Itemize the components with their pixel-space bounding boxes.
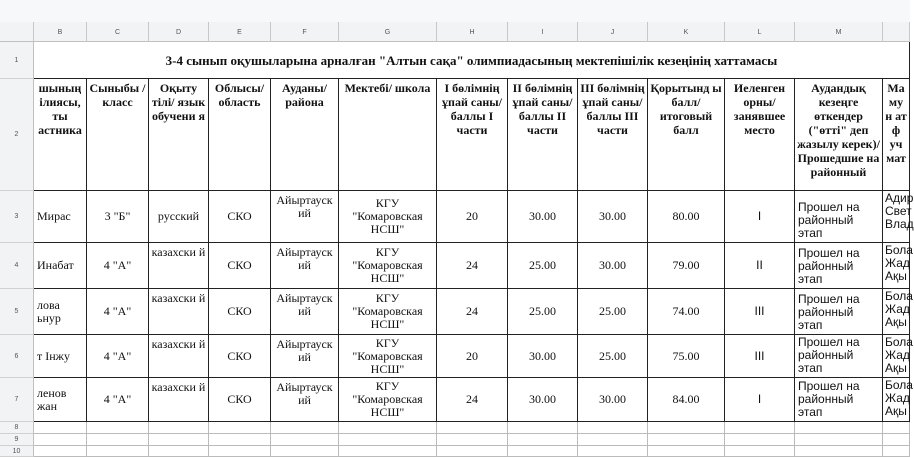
cell-name[interactable]: ленов жан — [34, 378, 87, 422]
cell-school[interactable]: КГУ "Комаровская НСШ" — [339, 378, 437, 422]
cell-p3[interactable]: 30.00 — [578, 243, 648, 289]
cell-total[interactable]: 79.00 — [648, 243, 725, 289]
cell-p2[interactable]: 30.00 — [508, 335, 578, 378]
header-name[interactable]: шының ілиясы, ты астника — [34, 79, 87, 191]
column-header-k[interactable]: K — [648, 22, 725, 42]
cell-name[interactable]: Инабат — [34, 243, 87, 289]
cell-p2[interactable]: 25.00 — [508, 243, 578, 289]
cell-mentor[interactable]: Бола Жад Ақы — [883, 289, 910, 335]
empty-cell[interactable] — [271, 422, 339, 434]
column-header-f[interactable]: F — [271, 22, 339, 42]
header-p1[interactable]: I бөлімнің ұпай саны/ баллы I части — [437, 79, 508, 191]
column-header-h[interactable]: H — [437, 22, 508, 42]
empty-cell[interactable] — [209, 434, 271, 446]
cell-total[interactable]: 75.00 — [648, 335, 725, 378]
empty-cell[interactable] — [87, 434, 149, 446]
empty-cell[interactable] — [149, 446, 209, 457]
empty-cell[interactable] — [725, 434, 795, 446]
column-header-c[interactable]: C — [87, 22, 149, 42]
cell-class[interactable]: 4 "А" — [87, 335, 149, 378]
empty-cell[interactable] — [648, 446, 725, 457]
cell-region[interactable]: СКО — [209, 289, 271, 335]
cell-total[interactable]: 80.00 — [648, 191, 725, 243]
cell-school[interactable]: КГУ "Комаровская НСШ" — [339, 335, 437, 378]
column-header-partial[interactable] — [883, 22, 910, 42]
cell-lang[interactable]: казахски й — [149, 335, 209, 378]
empty-cell[interactable] — [34, 446, 87, 457]
cell-name[interactable]: лова ьнур — [34, 289, 87, 335]
cell-p1[interactable]: 20 — [437, 191, 508, 243]
empty-cell[interactable] — [795, 422, 883, 434]
cell-school[interactable]: КГУ "Комаровская НСШ" — [339, 289, 437, 335]
cell-p2[interactable]: 30.00 — [508, 191, 578, 243]
empty-cell[interactable] — [795, 446, 883, 457]
row-header-10[interactable]: 10 — [0, 446, 34, 457]
cell-region[interactable]: СКО — [209, 191, 271, 243]
cell-stage[interactable]: Прошел на районный этап — [795, 335, 883, 378]
cell-p1[interactable]: 24 — [437, 243, 508, 289]
cell-p2[interactable]: 30.00 — [508, 378, 578, 422]
cell-name[interactable]: т Інжу — [34, 335, 87, 378]
column-header-m[interactable]: M — [795, 22, 883, 42]
cell-place[interactable]: I — [725, 378, 795, 422]
cell-mentor[interactable]: Бола Жад Ақы — [883, 335, 910, 378]
header-class[interactable]: Сыныбы /класс — [87, 79, 149, 191]
column-header-e[interactable]: E — [209, 22, 271, 42]
cell-lang[interactable]: русский — [149, 191, 209, 243]
empty-cell[interactable] — [339, 422, 437, 434]
cell-mentor[interactable]: Адир Свет Влад — [883, 191, 910, 243]
row-header-2[interactable]: 2 — [0, 79, 34, 191]
cell-stage[interactable]: Прошел на районный этап — [795, 191, 883, 243]
cell-place[interactable]: II — [725, 243, 795, 289]
cell-place[interactable]: III — [725, 335, 795, 378]
row-header-7[interactable]: 7 — [0, 378, 34, 422]
empty-cell[interactable] — [883, 422, 910, 434]
cell-p3[interactable]: 30.00 — [578, 191, 648, 243]
column-header-i[interactable]: I — [508, 22, 578, 42]
cell-region[interactable]: СКО — [209, 243, 271, 289]
row-header-8[interactable]: 8 — [0, 422, 34, 434]
cell-class[interactable]: 3 "Б" — [87, 191, 149, 243]
empty-cell[interactable] — [271, 446, 339, 457]
header-place[interactable]: Иеленген орны/ занявшее место — [725, 79, 795, 191]
cell-class[interactable]: 4 "А" — [87, 289, 149, 335]
header-total[interactable]: Қорытынд ы балл/ итоговый балл — [648, 79, 725, 191]
row-header-1[interactable]: 1 — [0, 42, 34, 79]
select-all-corner[interactable] — [0, 22, 34, 42]
cell-p3[interactable]: 25.00 — [578, 289, 648, 335]
cell-name[interactable]: Мирас — [34, 191, 87, 243]
empty-cell[interactable] — [437, 446, 508, 457]
empty-cell[interactable] — [339, 446, 437, 457]
column-header-g[interactable]: G — [339, 22, 437, 42]
header-p2[interactable]: II бөлімнің ұпай саны/ баллы II части — [508, 79, 578, 191]
cell-place[interactable]: I — [725, 191, 795, 243]
empty-cell[interactable] — [883, 446, 910, 457]
row-header-4[interactable]: 4 — [0, 243, 34, 289]
column-header-d[interactable]: D — [149, 22, 209, 42]
cell-district[interactable]: Айыртауск ий — [271, 191, 339, 243]
cell-region[interactable]: СКО — [209, 335, 271, 378]
empty-cell[interactable] — [508, 422, 578, 434]
column-header-b[interactable]: B — [34, 22, 87, 42]
empty-cell[interactable] — [578, 434, 648, 446]
cell-mentor[interactable]: Бола Жад Ақы — [883, 378, 910, 422]
empty-cell[interactable] — [209, 446, 271, 457]
cell-total[interactable]: 84.00 — [648, 378, 725, 422]
cell-district[interactable]: Айыртауск ий — [271, 289, 339, 335]
empty-cell[interactable] — [725, 446, 795, 457]
cell-region[interactable]: СКО — [209, 378, 271, 422]
empty-cell[interactable] — [34, 422, 87, 434]
empty-cell[interactable] — [149, 422, 209, 434]
cell-district[interactable]: Айыртауск ий — [271, 378, 339, 422]
cell-p3[interactable]: 25.00 — [578, 335, 648, 378]
cell-total[interactable]: 74.00 — [648, 289, 725, 335]
header-p3[interactable]: III бөлімнің ұпай саны/ баллы III части — [578, 79, 648, 191]
header-lang[interactable]: Оқыту тілі/ язык обучени я — [149, 79, 209, 191]
row-header-9[interactable]: 9 — [0, 434, 34, 446]
cell-district[interactable]: Айыртауск ий — [271, 335, 339, 378]
empty-cell[interactable] — [87, 422, 149, 434]
cell-p1[interactable]: 24 — [437, 378, 508, 422]
cell-stage[interactable]: Прошел на районный этап — [795, 243, 883, 289]
toolbar-strip — [0, 0, 910, 22]
cell-class[interactable]: 4 "А" — [87, 378, 149, 422]
empty-cell[interactable] — [209, 422, 271, 434]
empty-cell[interactable] — [795, 434, 883, 446]
cell-mentor[interactable]: Бола Жад Ақы — [883, 243, 910, 289]
empty-cell[interactable] — [578, 422, 648, 434]
cell-stage[interactable]: Прошел на районный этап — [795, 378, 883, 422]
cell-school[interactable]: КГУ "Комаровская НСШ" — [339, 191, 437, 243]
empty-cell[interactable] — [271, 434, 339, 446]
cell-district[interactable]: Айыртауск ий — [271, 243, 339, 289]
empty-cell[interactable] — [578, 446, 648, 457]
empty-cell[interactable] — [34, 434, 87, 446]
header-stage[interactable]: Аудандық кезеңге өткендер ("өтті" деп жазылу керек)/ Прошедшие на районный — [795, 79, 883, 191]
empty-cell[interactable] — [508, 446, 578, 457]
row-header-3[interactable]: 3 — [0, 191, 34, 243]
empty-cell[interactable] — [339, 434, 437, 446]
empty-cell[interactable] — [725, 422, 795, 434]
row-header-5[interactable]: 5 — [0, 289, 34, 335]
cell-class[interactable]: 4 "А" — [87, 243, 149, 289]
cell-p2[interactable]: 25.00 — [508, 289, 578, 335]
header-school[interactable]: Мектебі/ школа — [339, 79, 437, 191]
column-header-l[interactable]: L — [725, 22, 795, 42]
empty-cell[interactable] — [437, 422, 508, 434]
cell-stage[interactable]: Прошел на районный этап — [795, 289, 883, 335]
row-header-6[interactable]: 6 — [0, 335, 34, 378]
cell-p1[interactable]: 24 — [437, 289, 508, 335]
empty-cell[interactable] — [648, 422, 725, 434]
cell-school[interactable]: КГУ "Комаровская НСШ" — [339, 243, 437, 289]
header-region[interactable]: Облысы/ область — [209, 79, 271, 191]
header-mentor[interactable]: Ма му н ат ф уч мат — [883, 79, 910, 191]
empty-cell[interactable] — [508, 434, 578, 446]
cell-p3[interactable]: 30.00 — [578, 378, 648, 422]
header-district[interactable]: Ауданы/ района — [271, 79, 339, 191]
empty-cell[interactable] — [149, 434, 209, 446]
cell-lang[interactable]: казахски й — [149, 243, 209, 289]
column-header-j[interactable]: J — [578, 22, 648, 42]
empty-cell[interactable] — [883, 434, 910, 446]
empty-cell[interactable] — [87, 446, 149, 457]
cell-lang[interactable]: казахски й — [149, 289, 209, 335]
cell-lang[interactable]: казахски й — [149, 378, 209, 422]
sheet-title[interactable]: 3-4 сынып оқушыларына арналған "Алтын сақа" олимпиадасының мектепішілік кезеңінің хаттамасы — [34, 42, 910, 79]
empty-cell[interactable] — [437, 434, 508, 446]
empty-cell[interactable] — [648, 434, 725, 446]
cell-place[interactable]: III — [725, 289, 795, 335]
cell-p1[interactable]: 20 — [437, 335, 508, 378]
